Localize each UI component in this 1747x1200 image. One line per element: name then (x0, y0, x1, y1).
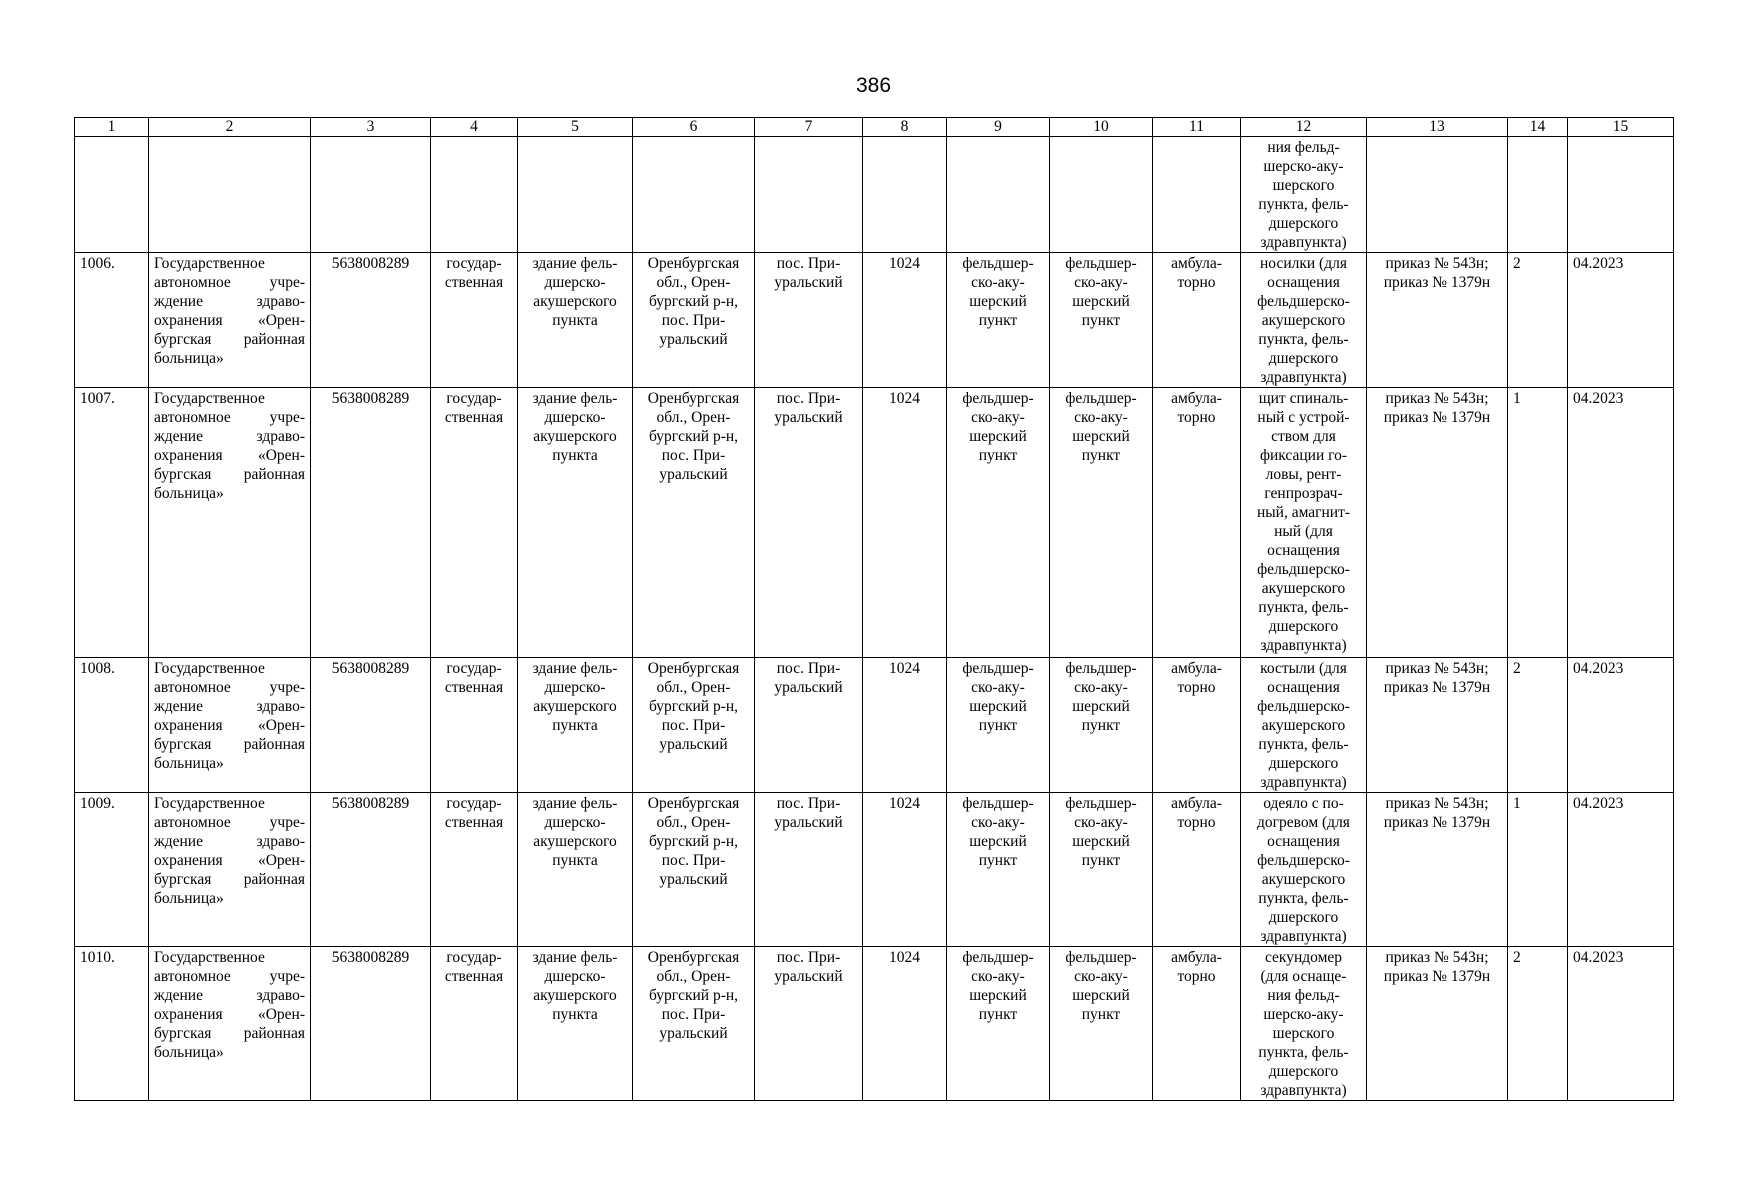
care-condition: амбула- торно (1153, 947, 1241, 1101)
ownership-type: государ- ственная (431, 658, 518, 793)
date: 04.2023 (1568, 253, 1674, 388)
code: 1024 (863, 658, 947, 793)
table-row (75, 658, 1674, 793)
equipment: щит спиналь- ный с устрой- ством для фиксации го- ловы, рент- генпрозрач- ный, амагнит- ный (для оснащения фельдшерско- акушерского пункта, фель- дшерского здравпункта) (1241, 388, 1367, 658)
row-number: 1009. (75, 793, 149, 947)
inn-value: 5638008289 (311, 658, 431, 793)
regulation-order: приказ № 543н; приказ № 1379н (1367, 793, 1508, 947)
registry-table (74, 117, 1674, 1101)
unit-name: фельдшер- ско-аку- шерский пункт (1050, 658, 1153, 793)
equipment-continuation: ния фельд- шерско-аку- шерского пункта, фель- дшерского здравпункта) (1241, 137, 1367, 253)
table-row (75, 947, 1674, 1101)
column-header: 14 (1508, 118, 1568, 137)
quantity: 2 (1508, 947, 1568, 1101)
column-number-row (75, 118, 1674, 137)
code: 1024 (863, 947, 947, 1101)
unit-type: фельдшер- ско-аку- шерский пункт (947, 947, 1050, 1101)
address: Оренбургская обл., Орен- бургский р-н, пос. При- уральский (633, 253, 755, 388)
organization-name: Государственное автономное учре-ждение здраво-охранения «Орен-бургская районная больница» (149, 793, 311, 947)
locality: пос. При- уральский (755, 388, 863, 658)
care-condition: амбула- торно (1153, 658, 1241, 793)
continuation-row (75, 137, 1674, 253)
column-header: 8 (863, 118, 947, 137)
unit-name: фельдшер- ско-аку- шерский пункт (1050, 253, 1153, 388)
equipment: костыли (для оснащения фельдшерско- акушерского пункта, фель- дшерского здравпункта) (1241, 658, 1367, 793)
quantity: 1 (1508, 793, 1568, 947)
column-header: 5 (518, 118, 633, 137)
table-row (75, 388, 1674, 658)
locality: пос. При- уральский (755, 658, 863, 793)
organization-name: Государственное автономное учре-ждение здраво-охранения «Орен-бургская районная больница» (149, 253, 311, 388)
ownership-type: государ- ственная (431, 947, 518, 1101)
unit-type: фельдшер- ско-аку- шерский пункт (947, 253, 1050, 388)
table-row (75, 253, 1674, 388)
table-row (75, 793, 1674, 947)
row-number: 1010. (75, 947, 149, 1101)
ownership-type: государ- ственная (431, 793, 518, 947)
locality: пос. При- уральский (755, 947, 863, 1101)
column-header: 3 (311, 118, 431, 137)
column-header: 4 (431, 118, 518, 137)
locality: пос. При- уральский (755, 253, 863, 388)
address: Оренбургская обл., Орен- бургский р-н, пос. При- уральский (633, 388, 755, 658)
inn-value: 5638008289 (311, 388, 431, 658)
unit-name: фельдшер- ско-аку- шерский пункт (1050, 947, 1153, 1101)
building-type: здание фель- дшерско- акушерского пункта (518, 947, 633, 1101)
inn-value: 5638008289 (311, 253, 431, 388)
address: Оренбургская обл., Орен- бургский р-н, пос. При- уральский (633, 793, 755, 947)
inn-value: 5638008289 (311, 947, 431, 1101)
regulation-order: приказ № 543н; приказ № 1379н (1367, 658, 1508, 793)
date: 04.2023 (1568, 658, 1674, 793)
column-header: 9 (947, 118, 1050, 137)
ownership-type: государ- ственная (431, 253, 518, 388)
column-header: 10 (1050, 118, 1153, 137)
regulation-order: приказ № 543н; приказ № 1379н (1367, 947, 1508, 1101)
inn-value: 5638008289 (311, 793, 431, 947)
organization-name: Государственное автономное учре-ждение здраво-охранения «Орен-бургская районная больница» (149, 388, 311, 658)
care-condition: амбула- торно (1153, 253, 1241, 388)
column-header: 6 (633, 118, 755, 137)
equipment: секундомер (для оснаще- ния фельд- шерско-аку- шерского пункта, фель- дшерского здравпункта) (1241, 947, 1367, 1101)
care-condition: амбула- торно (1153, 793, 1241, 947)
unit-type: фельдшер- ско-аку- шерский пункт (947, 793, 1050, 947)
row-number: 1006. (75, 253, 149, 388)
regulation-order: приказ № 543н; приказ № 1379н (1367, 253, 1508, 388)
column-header: 13 (1367, 118, 1508, 137)
unit-type: фельдшер- ско-аку- шерский пункт (947, 388, 1050, 658)
equipment: одеяло с по- догревом (для оснащения фельдшерско- акушерского пункта, фель- дшерского здравпункта) (1241, 793, 1367, 947)
column-header: 15 (1568, 118, 1674, 137)
building-type: здание фель- дшерско- акушерского пункта (518, 253, 633, 388)
code: 1024 (863, 388, 947, 658)
column-header: 2 (149, 118, 311, 137)
code: 1024 (863, 793, 947, 947)
locality: пос. При- уральский (755, 793, 863, 947)
column-header: 11 (1153, 118, 1241, 137)
quantity: 1 (1508, 388, 1568, 658)
date: 04.2023 (1568, 793, 1674, 947)
quantity: 2 (1508, 253, 1568, 388)
address: Оренбургская обл., Орен- бургский р-н, пос. При- уральский (633, 658, 755, 793)
ownership-type: государ- ственная (431, 388, 518, 658)
regulation-order: приказ № 543н; приказ № 1379н (1367, 388, 1508, 658)
unit-name: фельдшер- ско-аку- шерский пункт (1050, 793, 1153, 947)
column-header: 1 (75, 118, 149, 137)
building-type: здание фель- дшерско- акушерского пункта (518, 793, 633, 947)
organization-name: Государственное автономное учре-ждение здраво-охранения «Орен-бургская районная больница» (149, 658, 311, 793)
code: 1024 (863, 253, 947, 388)
quantity: 2 (1508, 658, 1568, 793)
page-number: 386 (855, 74, 892, 97)
unit-name: фельдшер- ско-аку- шерский пункт (1050, 388, 1153, 658)
building-type: здание фель- дшерско- акушерского пункта (518, 658, 633, 793)
column-header: 7 (755, 118, 863, 137)
equipment: носилки (для оснащения фельдшерско- акушерского пункта, фель- дшерского здравпункта) (1241, 253, 1367, 388)
organization-name: Государственное автономное учре-ждение здраво-охранения «Орен-бургская районная больница» (149, 947, 311, 1101)
date: 04.2023 (1568, 947, 1674, 1101)
date: 04.2023 (1568, 388, 1674, 658)
care-condition: амбула- торно (1153, 388, 1241, 658)
building-type: здание фель- дшерско- акушерского пункта (518, 388, 633, 658)
row-number: 1007. (75, 388, 149, 658)
address: Оренбургская обл., Орен- бургский р-н, пос. При- уральский (633, 947, 755, 1101)
row-number: 1008. (75, 658, 149, 793)
unit-type: фельдшер- ско-аку- шерский пункт (947, 658, 1050, 793)
column-header: 12 (1241, 118, 1367, 137)
